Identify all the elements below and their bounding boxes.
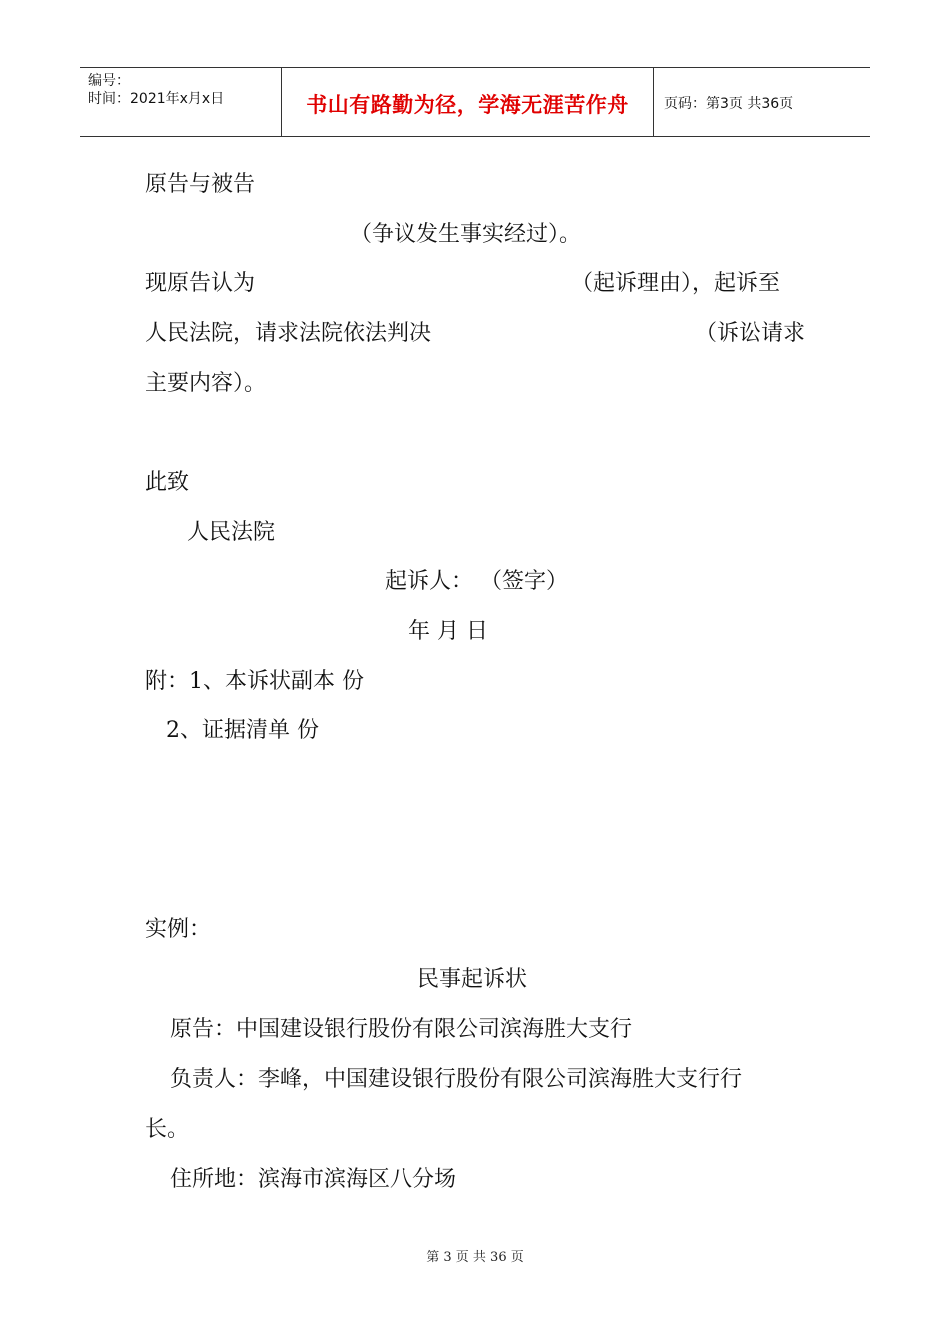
body-line-example-label: 实例： <box>145 917 212 942</box>
body-line-dispute-facts: （争议发生事实经过）。 <box>350 222 582 247</box>
header-page-cell <box>654 68 870 136</box>
page-header <box>80 67 870 137</box>
page-footer: 第 3 页 共 36 页 <box>426 1250 524 1265</box>
body-line-plaintiff-considers: 现原告认为 <box>145 271 256 296</box>
body-line-signature: 起诉人： （签字） <box>385 569 568 594</box>
body-line-plaintiff-defendant: 原告与被告 <box>145 172 256 197</box>
body-line-attachment-2: 2、证据清单 份 <box>166 718 319 743</box>
body-line-example-title: 民事起诉状 <box>417 967 528 992</box>
document-time-label: 时间：2021年x月x日 <box>88 91 225 107</box>
body-line-example-plaintiff: 原告：中国建设银行股份有限公司滨海胜大支行 <box>170 1017 633 1042</box>
body-line-example-address: 住所地：滨海市滨海区八分场 <box>170 1167 457 1192</box>
body-line-claim-close: 主要内容）。 <box>145 371 267 396</box>
body-line-court-request: 人民法院，请求法院依法判决 <box>145 321 432 346</box>
document-number-label: 编号： <box>88 73 130 89</box>
body-line-attachment-1: 附：1、本诉状副本 份 <box>145 669 364 694</box>
body-line-example-representative: 负责人：李峰，中国建设银行股份有限公司滨海胜大支行行 <box>170 1067 743 1092</box>
header-meta-cell <box>80 68 282 136</box>
body-line-example-representative-cont: 长。 <box>145 1117 190 1142</box>
body-line-reason: （起诉理由），起诉至 <box>571 271 781 296</box>
body-line-date: 年 月 日 <box>408 619 488 644</box>
header-motto: 书山有路勤为径，学海无涯苦作舟 <box>306 93 629 117</box>
header-page-label: 页码：第3页 共36页 <box>664 96 794 112</box>
body-line-salutation: 此致 <box>145 470 190 495</box>
body-line-claim-open: （诉讼请求 <box>695 321 806 346</box>
header-motto-cell <box>282 68 654 136</box>
body-line-court: 人民法院 <box>187 520 276 545</box>
